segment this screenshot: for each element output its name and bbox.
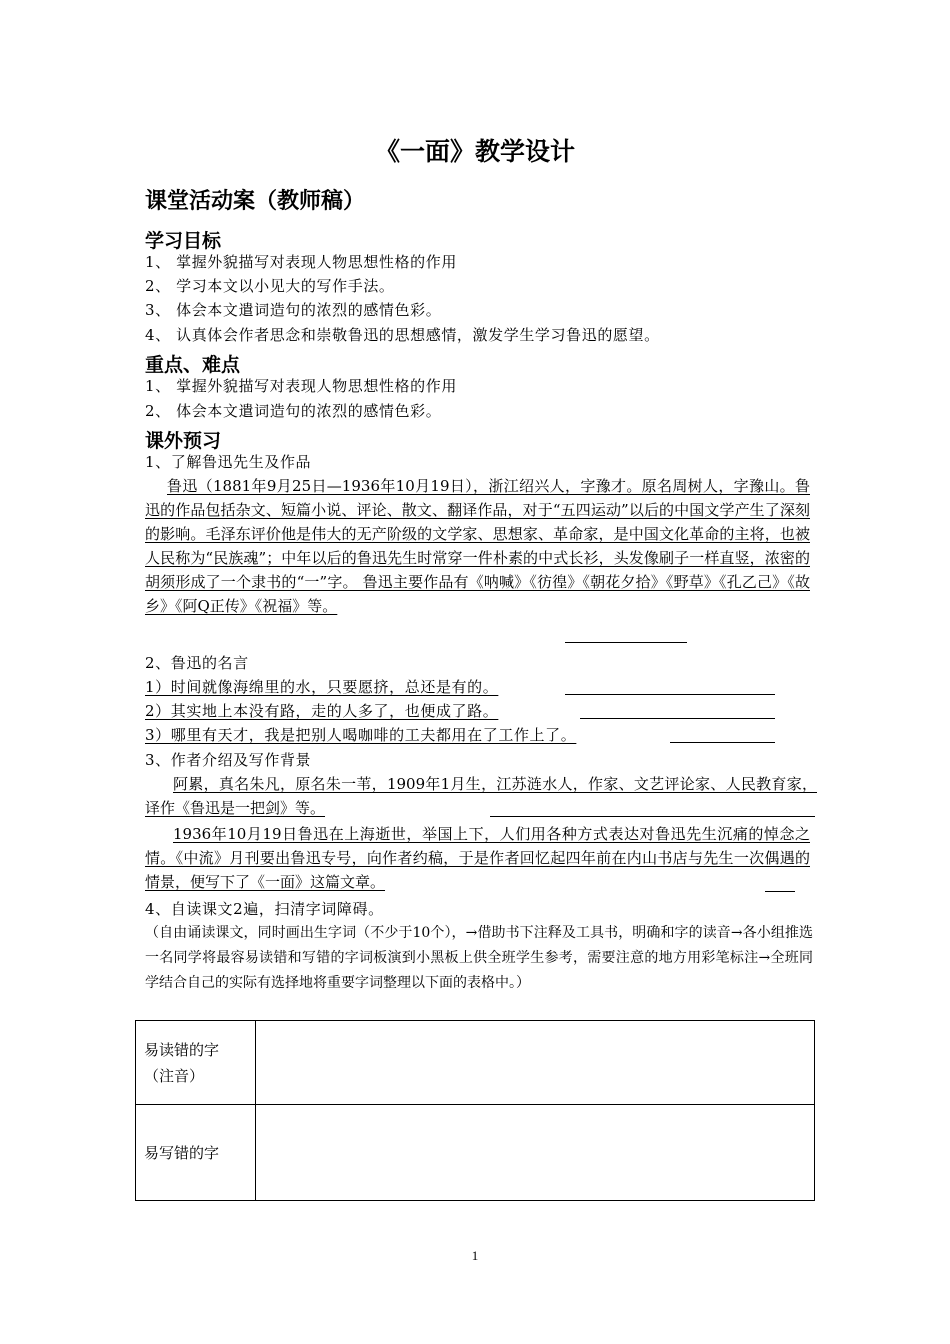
underline-blank	[580, 718, 775, 719]
key-point-item: 1、 掌握外貌描写对表现人物思想性格的作用	[145, 377, 457, 395]
page-title: 《一面》教学设计	[374, 137, 575, 166]
preview-item-3-label: 3、作者介绍及写作背景	[145, 751, 312, 769]
luxun-biography-text: 鲁迅（1881年9月25日—1936年10月19日），浙江绍兴人，字豫才。原名周树人，字豫山。鲁迅的作品包括杂文、短篇小说、评论、散文、翻译作品，对于“五四运动”以后的中国文学产生了深刻的影响。毛泽东评价他是伟大的无产阶级的文学家、思想家、革命家，是中国文化革命的主将，也被人民称为“民族魂”；中年以后的鲁迅先生时常穿一件朴素的中式长衫，头发像刷子一样直竖，浓密的胡须形成了一个隶书的“一”字。 鲁迅主要作品有《呐喊》《彷徨》《朝花夕拾》《野草》《孔乙己》《故乡》《阿Q正传》《祝福》等。	[145, 477, 810, 615]
preview-item-1-label: 1、了解鲁迅先生及作品	[145, 453, 312, 471]
table-label-easy-misread: 易读错的字（注音）	[136, 1021, 256, 1105]
table-cell-easy-misread[interactable]	[256, 1021, 815, 1105]
preview-item-4-label: 4、自读课文2遍，扫清字词障碍。	[145, 900, 384, 918]
section-heading-preview: 课外预习	[145, 430, 222, 452]
underline-blank	[765, 891, 795, 892]
author-intro	[145, 772, 817, 820]
table-row	[136, 1105, 815, 1201]
goal-item: 3、 体会本文遣词造句的浓烈的感情色彩。	[145, 301, 442, 319]
quote-item: 2）其实地上本没有路，走的人多了，也便成了路。	[145, 702, 499, 720]
reading-instructions: （自由诵读课文，同时画出生字词（不少于10个），→借助书下注释及工具书，明确和字的读音→各小组推选一名同学将最容易读错和写错的字词板演到小黑板上供全班学生参考，需要注意的地方用彩笔标注→全班同学结合自己的实际有选择地将重要字词整理以下面的表格中。）	[145, 925, 813, 991]
section-heading-key-points: 重点、难点	[145, 354, 241, 376]
writing-background-text: 1936年10月19日鲁迅在上海逝世，举国上下，人们用各种方式表达对鲁迅先生沉痛的悼念之情。《中流》月刊要出鲁迅专号，向作者约稿，于是作者回忆起四年前在内山书店与先生一次偶遇的情景，便写下了《一面》这篇文章。	[145, 825, 810, 891]
page-number: 1	[471, 1248, 479, 1263]
underline-blank	[565, 694, 775, 695]
section-heading-goals: 学习目标	[145, 230, 222, 252]
table-cell-easy-miswritten[interactable]	[256, 1105, 815, 1201]
writing-background	[145, 822, 810, 894]
table-label-easy-miswritten: 易写错的字	[136, 1105, 256, 1201]
page-subtitle: 课堂活动案（教师稿）	[145, 189, 366, 214]
underline-blank	[565, 642, 687, 643]
quote-item: 1）时间就像海绵里的水，只要愿挤，总还是有的。	[145, 678, 499, 696]
vocabulary-table	[135, 1020, 815, 1201]
goal-item: 4、 认真体会作者思念和崇敬鲁迅的思想感情，激发学生学习鲁迅的愿望。	[145, 326, 660, 344]
quote-item: 3）哪里有天才，我是把别人喝咖啡的工夫都用在了工作上了。	[145, 726, 577, 744]
author-intro-text: 阿累，真名朱凡，原名朱一苇，1909年1月生，江苏涟水人，作家、文艺评论家、人民教育家，译作《鲁迅是一把剑》等。	[145, 775, 817, 817]
table-row	[136, 1021, 815, 1105]
underline-blank	[670, 742, 775, 743]
underline-blank	[490, 816, 815, 817]
preview-item-2-label: 2、鲁迅的名言	[145, 654, 249, 672]
goal-item: 2、 学习本文以小见大的写作手法。	[145, 277, 395, 295]
luxun-biography	[145, 474, 810, 618]
key-point-item: 2、 体会本文遣词造句的浓烈的感情色彩。	[145, 402, 442, 420]
goal-item: 1、 掌握外貌描写对表现人物思想性格的作用	[145, 253, 457, 271]
